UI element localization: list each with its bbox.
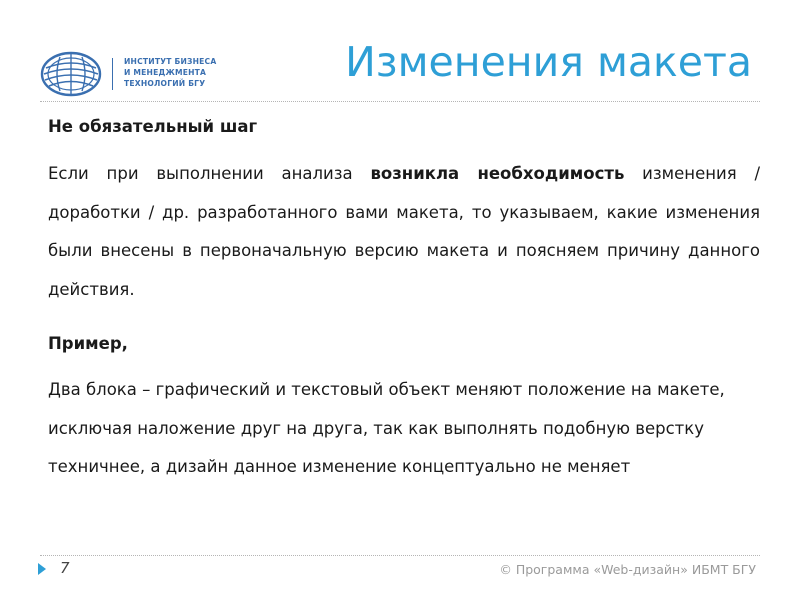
paragraph-text-start: Если при выполнении анализа	[48, 164, 371, 183]
paragraph-text-end: изменения / доработки / др. разработанного вами макета, то указываем, какие изменения были внесены в первоначальную версию макета и поясняем причину данного действия.	[48, 164, 761, 299]
footer-program-text: © Программа «Web-дизайн» ИБМТ БГУ	[499, 562, 756, 577]
logo-text	[124, 56, 216, 89]
example-paragraph: Два блока – графический и текстовый объект меняют положение на макете, исключая наложение друг на друга, так как выполнять подобную верстку техничнее, а дизайн данное изменение концептуально не меняет	[48, 380, 725, 476]
top-divider	[40, 101, 760, 102]
example-label: Пример,	[48, 334, 128, 353]
institute-logo	[40, 50, 230, 98]
description-paragraph	[48, 155, 760, 309]
triangle-bullet-icon	[38, 563, 46, 575]
logo-line-2: И МЕНЕДЖМЕНТА	[124, 68, 207, 77]
slide-title: Изменения макета	[345, 38, 752, 86]
slide-content	[48, 112, 760, 487]
logo-line-1: ИНСТИТУТ БИЗНЕСА	[124, 57, 217, 66]
logo-divider	[112, 58, 113, 90]
section-heading: Не обязательный шаг	[48, 117, 258, 136]
paragraph-emphasis: возникла необходимость	[370, 164, 625, 183]
page-number: 7	[60, 559, 70, 577]
bottom-divider	[40, 555, 760, 556]
globe-logo-icon	[40, 50, 102, 98]
logo-line-3: ТЕХНОЛОГИЙ БГУ	[124, 79, 206, 88]
